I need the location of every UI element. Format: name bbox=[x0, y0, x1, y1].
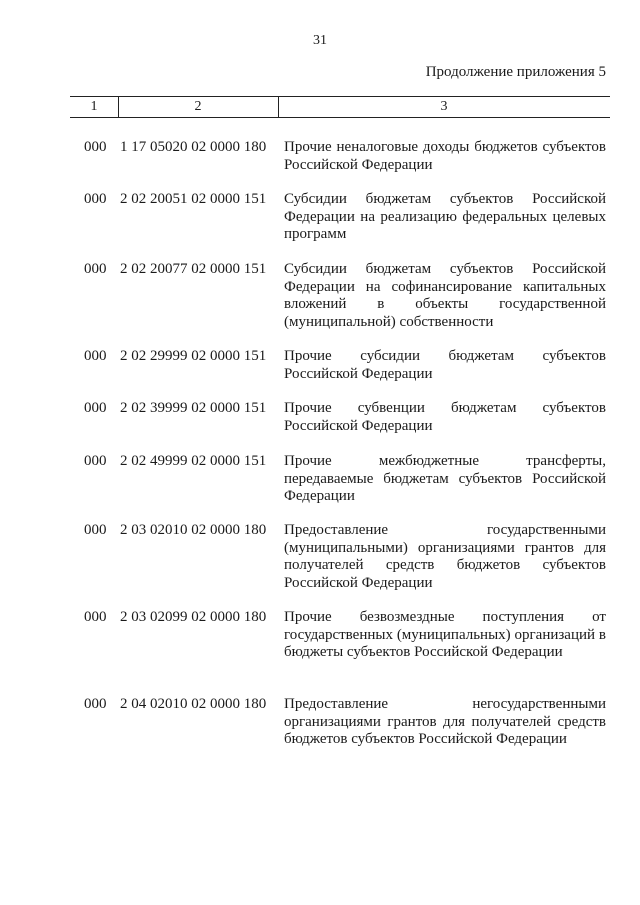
table-header-col-2: 2 bbox=[194, 99, 202, 114]
budget-classification-code: 2 03 02099 02 0000 180 bbox=[120, 609, 267, 625]
admin-code: 000 bbox=[84, 191, 107, 207]
income-description: Прочие неналоговые доходы бюджетов субъектов Российской Федерации bbox=[284, 139, 606, 173]
admin-code: 000 bbox=[84, 261, 107, 277]
table-header-col-1: 1 bbox=[90, 99, 98, 114]
table-header-row bbox=[70, 96, 610, 118]
income-description: Предоставление негосударственными организациями грантов для получателей средств бюджетов субъектов Российской Федерации bbox=[284, 696, 606, 747]
budget-classification-code: 2 02 49999 02 0000 151 bbox=[120, 453, 267, 469]
income-description: Субсидии бюджетам субъектов Российской Федерации на софинансирование капитальных вложений в объекты государственной (муниципальной) собственности bbox=[284, 261, 606, 330]
admin-code: 000 bbox=[84, 139, 107, 155]
budget-classification-code: 2 03 02010 02 0000 180 bbox=[120, 522, 267, 538]
income-description: Прочие безвозмездные поступления от государственных (муниципальных) организаций в бюджеты субъектов Российской Федерации bbox=[284, 609, 606, 660]
admin-code: 000 bbox=[84, 348, 107, 364]
income-description: Предоставление государственными (муниципальными) организациями грантов для получателей средств бюджетов субъектов Российской Федерации bbox=[284, 522, 606, 591]
table-header-col-3: 3 bbox=[440, 99, 448, 114]
admin-code: 000 bbox=[84, 696, 107, 712]
budget-classification-code: 2 02 20051 02 0000 151 bbox=[120, 191, 267, 207]
admin-code: 000 bbox=[84, 400, 107, 416]
income-description: Прочие субсидии бюджетам субъектов Российской Федерации bbox=[284, 348, 606, 382]
budget-classification-code: 2 04 02010 02 0000 180 bbox=[120, 696, 267, 712]
budget-classification-code: 1 17 05020 02 0000 180 bbox=[120, 139, 267, 155]
admin-code: 000 bbox=[84, 609, 107, 625]
income-description: Прочие межбюджетные трансферты, передаваемые бюджетам субъектов Российской Федерации bbox=[284, 453, 606, 504]
page-number: 31 bbox=[313, 33, 327, 48]
income-description: Прочие субвенции бюджетам субъектов Российской Федерации bbox=[284, 400, 606, 434]
budget-classification-code: 2 02 29999 02 0000 151 bbox=[120, 348, 267, 364]
admin-code: 000 bbox=[84, 522, 107, 538]
income-description: Субсидии бюджетам субъектов Российской Федерации на реализацию федеральных целевых программ bbox=[284, 191, 606, 242]
budget-classification-code: 2 02 39999 02 0000 151 bbox=[120, 400, 267, 416]
budget-classification-code: 2 02 20077 02 0000 151 bbox=[120, 261, 267, 277]
appendix-continuation-label: Продолжение приложения 5 bbox=[425, 64, 606, 80]
admin-code: 000 bbox=[84, 453, 107, 469]
